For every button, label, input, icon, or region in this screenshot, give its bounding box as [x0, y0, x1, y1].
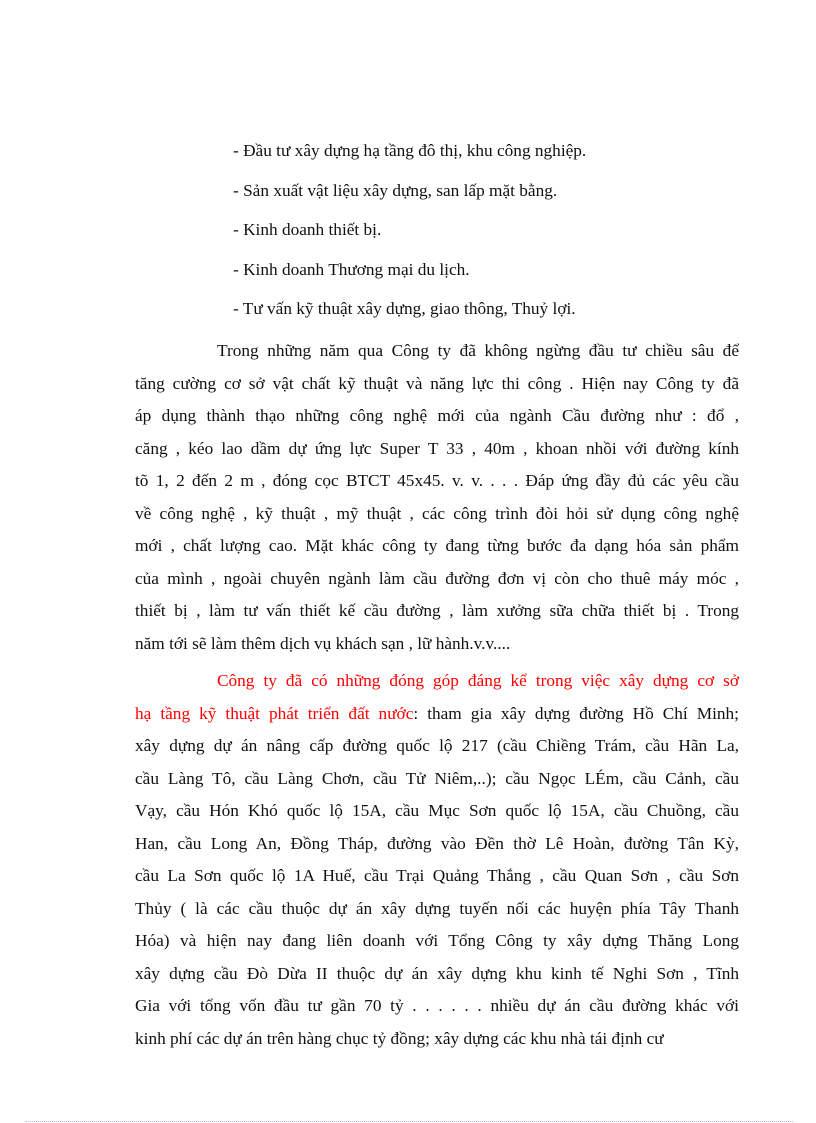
business-lines-list [233, 140, 753, 338]
list-item: - Kinh doanh thiết bị. [233, 220, 382, 240]
list-item: - Đầu tư xây dựng hạ tầng đô thị, khu công nghiệp. [233, 141, 587, 160]
text-line: Trong những năm qua Công ty đã không ngừng đầu tư chiều sâu để [217, 341, 739, 360]
list-item: - Sản xuất vật liệu xây dựng, san lấp mặt bằng. [233, 180, 558, 200]
text-line: tăng cường cơ sở vật chất kỹ thuật và năng lực thi công . Hiện nay Công ty đã [135, 373, 739, 393]
highlighted-text: hạ tầng kỹ thuật phát triển đất nước [135, 703, 414, 723]
text-line: cầu La Sơn quốc lộ 1A Huế, cầu Trại Quảng Thắng , cầu Quan Sơn , cầu Sơn [135, 866, 739, 885]
text-line: xây dựng cầu Đò Dừa II thuộc dự án xây dựng khu kinh tế Nghi Sơn , Tĩnh [135, 963, 739, 983]
text-fragment: : tham gia xây dựng đường Hồ Chí Minh; [413, 703, 739, 723]
text-line: căng , kéo lao dầm dự ứng lực Super T 33 , 40m , khoan nhồi với đường kính [135, 438, 739, 458]
text-line: Han, cầu Long An, Đồng Tháp, đường vào Đền thờ Lê Hoàn, đường Tân Kỳ, [135, 833, 739, 853]
text-line [135, 698, 739, 731]
paragraph-investment [135, 335, 739, 660]
text-line: áp dụng thành thạo những công nghệ mới của ngành Cầu đường như : đổ , [135, 406, 739, 425]
text-line: Hóa) và hiện nay đang liên doanh với Tổng Công ty xây dựng Thăng Long [135, 931, 739, 950]
text-line: Vạy, cầu Hón Khó quốc lộ 15A, cầu Mục Sơn quốc lộ 15A, cầu Chuồng, cầu [135, 801, 739, 820]
text-line: thiết bị , làm tư vấn thiết kế cầu đường , làm xưởng sữa chữa thiết bị . Trong [135, 601, 739, 620]
page-boundary-divider [25, 1121, 793, 1122]
text-line: xây dựng dự án nâng cấp đường quốc lộ 217 (cầu Chiềng Trám, cầu Hãn La, [135, 736, 739, 755]
text-line: Gia với tổng vốn đầu tư gần 70 tỷ . . . . . . nhiều dự án cầu đường khác với [135, 996, 739, 1015]
text-line: Thủy ( là các cầu thuộc dự án xây dựng tuyến nối các huyện phía Tây Thanh [135, 898, 739, 918]
text-line: kinh phí các dự án trên hàng chục tỷ đồng; xây dựng các khu nhà tái định cư [135, 1028, 664, 1048]
text-line: về công nghệ , kỹ thuật , mỹ thuật , các công trình đòi hỏi sử dụng công nghệ [135, 503, 739, 523]
list-item: - Kinh doanh Thương mại du lịch. [233, 259, 470, 279]
list-item: - Tư vấn kỹ thuật xây dựng, giao thông, Thuỷ lợi. [233, 299, 576, 319]
text-line: cầu Làng Tô, cầu Làng Chơn, cầu Tử Niêm,..); cầu Ngọc LÉm, cầu Cảnh, cầu [135, 768, 739, 788]
text-line: năm tới sẽ làm thêm dịch vụ khách sạn , lữ hành.v.v.... [135, 633, 511, 653]
highlighted-text-line: Công ty đã có những đóng góp đáng kể trong việc xây dựng cơ sở [217, 671, 739, 690]
text-line: của mình , ngoài chuyên ngành làm cầu đường đơn vị còn cho thuê máy móc , [135, 568, 739, 588]
paragraph-contributions [135, 665, 739, 1055]
text-line: mới , chất lượng cao. Mặt khác công ty đang từng bước đa dạng hóa sản phẩm [135, 536, 739, 555]
text-line: tõ 1, 2 đến 2 m , đóng cọc BTCT 45x45. v. v. . . . Đáp ứng đầy đủ các yêu cầu [135, 471, 739, 490]
